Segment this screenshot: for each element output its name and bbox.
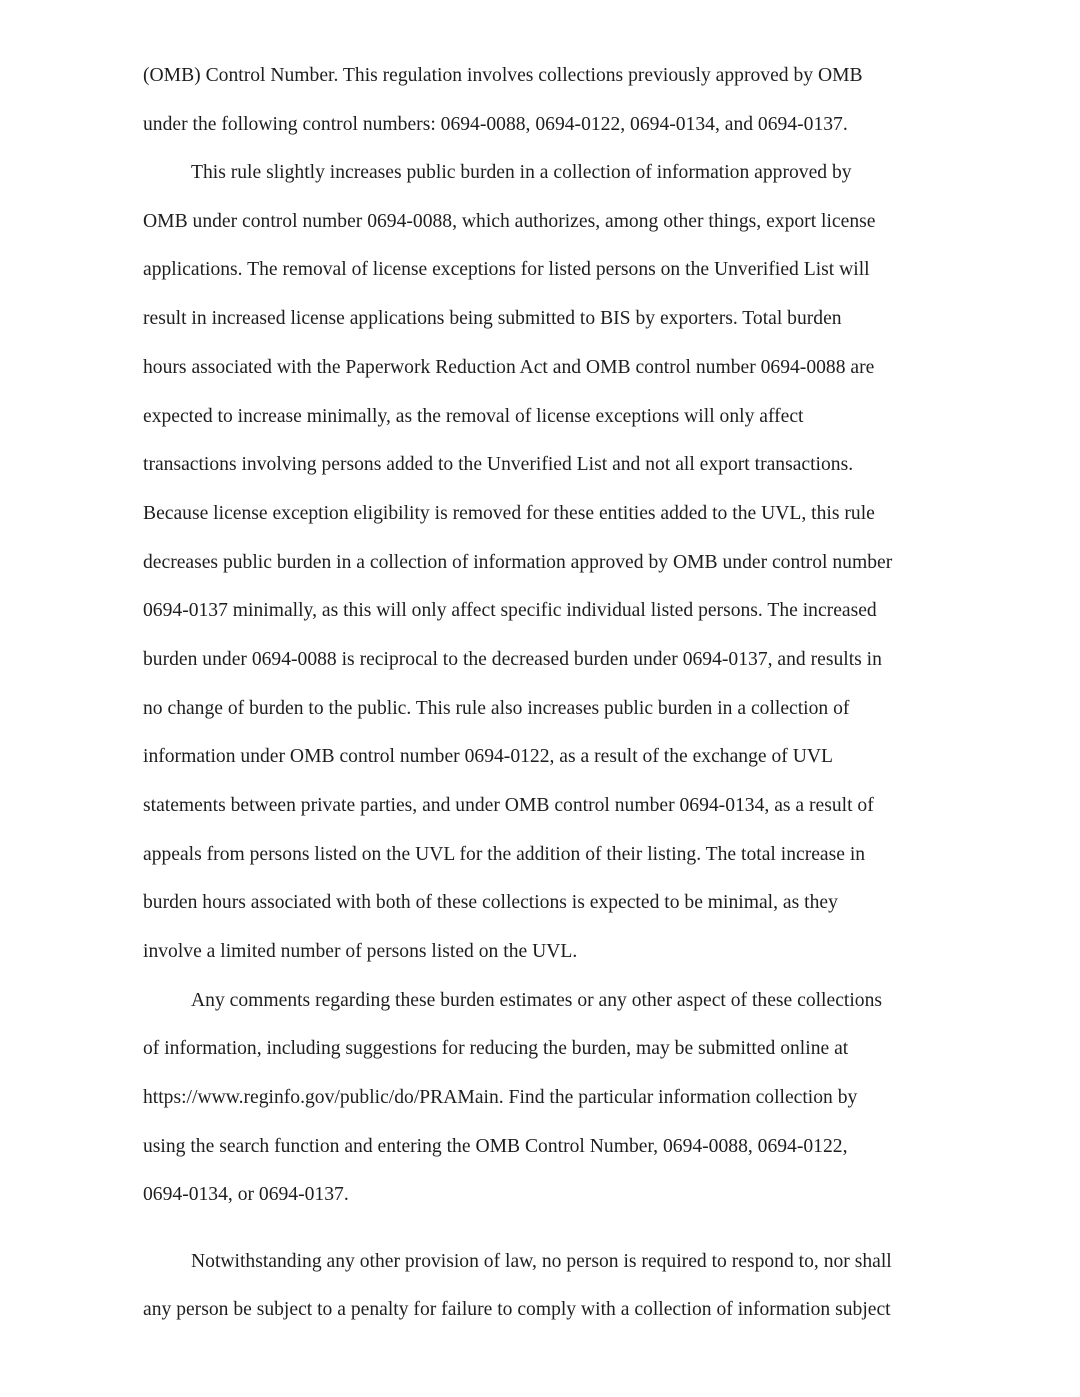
text-line: 0694-0137 minimally, as this will only affect specific individual listed persons. The increased [143,600,877,621]
text-line: (OMB) Control Number. This regulation involves collections previously approved by OMB [143,65,863,86]
text-line: statements between private parties, and under OMB control number 0694-0134, as a result of [143,795,874,816]
text-line: hours associated with the Paperwork Reduction Act and OMB control number 0694-0088 are [143,357,875,378]
text-line: OMB under control number 0694-0088, which authorizes, among other things, export license [143,211,876,232]
text-line: burden hours associated with both of these collections is expected to be minimal, as they [143,892,838,913]
text-line: decreases public burden in a collection of information approved by OMB under control number [143,552,893,573]
paragraph-start-line: Any comments regarding these burden estimates or any other aspect of these collections [191,990,883,1011]
text-line: involve a limited number of persons listed on the UVL. [143,941,578,962]
url-text-line: https://www.reginfo.gov/public/do/PRAMain. Find the particular information collection by [143,1087,858,1108]
text-line: 0694-0134, or 0694-0137. [143,1184,349,1205]
text-line: transactions involving persons added to the Unverified List and not all export transactions. [143,454,854,475]
text-line: no change of burden to the public. This rule also increases public burden in a collection of [143,698,850,719]
text-line: Because license exception eligibility is removed for these entities added to the UVL, this rule [143,503,875,524]
text-line: of information, including suggestions for reducing the burden, may be submitted online at [143,1038,849,1059]
text-line: applications. The removal of license exceptions for listed persons on the Unverified List will [143,259,870,280]
text-line: expected to increase minimally, as the removal of license exceptions will only affect [143,406,804,427]
text-line: using the search function and entering the OMB Control Number, 0694-0088, 0694-0122, [143,1136,848,1157]
text-line: burden under 0694-0088 is reciprocal to the decreased burden under 0694-0137, and results in [143,649,882,670]
text-line: information under OMB control number 0694-0122, as a result of the exchange of UVL [143,746,833,767]
paragraph-start-line: Notwithstanding any other provision of law, no person is required to respond to, nor shall [191,1251,892,1272]
text-line: result in increased license applications being submitted to BIS by exporters. Total burden [143,308,842,329]
text-line: appeals from persons listed on the UVL for the addition of their listing. The total increase in [143,844,866,865]
text-line: any person be subject to a penalty for failure to comply with a collection of information subject [143,1299,891,1320]
text-line: under the following control numbers: 0694-0088, 0694-0122, 0694-0134, and 0694-0137. [143,114,848,135]
paragraph-start-line: This rule slightly increases public burden in a collection of information approved by [191,162,852,183]
